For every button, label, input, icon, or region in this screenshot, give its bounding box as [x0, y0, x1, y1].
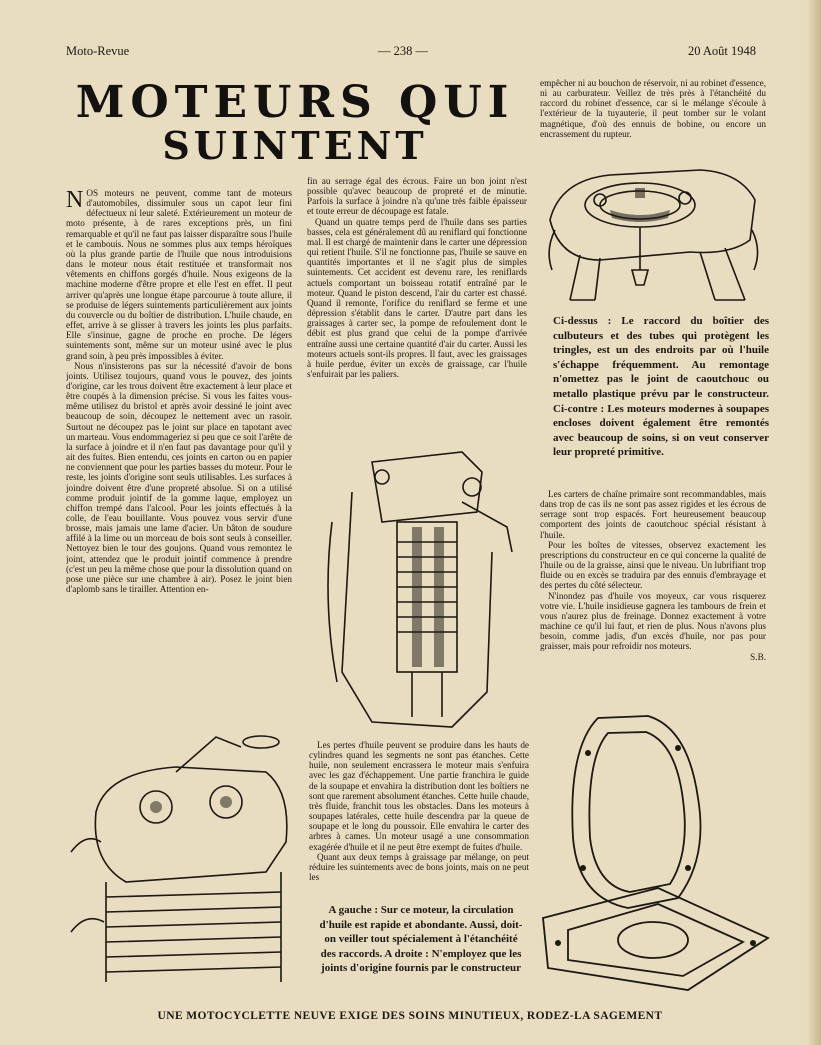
author-signature: S.B. [750, 651, 766, 662]
article-column-2-top [307, 176, 527, 420]
page-header [66, 44, 756, 62]
paragraph: Pour les boîtes de vitesses, observez exactement les prescriptions du constructeur en ce qui concerne la qualité de l'huile ou de la graisse, ainsi que le niveau. Un lubrifiant trop fluide ou en excès se traduira par des ennuis d'embrayage et des pertes du côté sélecteur. [540, 539, 766, 591]
rocker-box-engine-drawing [540, 160, 766, 308]
paragraph: Les carters de chaîne primaire sont recommandables, mais dans trop de cas ils ne sont pas assez rigides et les écrous de serrage sont trop espacés. Fort heureusement beaucoup comportent des joints de caoutchouc spécial résistant à l'huile. [540, 489, 766, 540]
page-edge [807, 0, 821, 1045]
paragraph: empêcher ni au bouchon de réservoir, ni au robinet d'essence, ni au carburateur. Veillez de très près à l'étanchéité du raccord du robinet d'essence, car si le mélange s'écoule à l'extérieur de la tuyauterie, il peut tomber sur le volant magnétique, d'où des ennuis de bobine, ou encore un encrassement du rupteur. [540, 78, 766, 139]
issue-date: 20 Août 1948 [687, 44, 756, 58]
paragraph: Quand un quatre temps perd de l'huile dans ses parties basses, cela est généralement dû au reniflard qui fonctionne mal. Il est chargé de maintenir dans le carter une dépression qui retient l'huile. S'il ne fonctionne pas, l'huile se sauve en quantités importantes et il ne s'agit plus de simples suintements. Cet accident est devenu rare, les reniflards actuels comportant un boisseau rotatif entraîné par le moteur. Quand le piston descend, l'air du carter est chassé. Quand il remonte, l'orifice du reniflard se ferme et une dépression s'établit dans le carter. D'autre part dans les graissages à carter sec, la pompe de refoulement dont le débit est plus grand que celui de la pompe d'arrivée entraîne aussi une certaine quantité d'air du carter. Aussi les moteurs actuels sont-ils propres. Il faut, avec les graissages à huile perdue, éviter un excès de graissage, car l'huile s'enfuirait par les paliers. [307, 216, 527, 379]
paragraph: fin au serrage égal des écrous. Faire un bon joint n'est possible qu'avec beaucoup de propreté et de minutie. Parfois la surface à joindre n'a qu'une très faible épaisseur et toute erreur de découpage est fatale. [307, 176, 527, 217]
caption-right: Ci-dessus : Le raccord du boîtier des culbuteurs et des tubes qui protègent les tringles, est un des endroits par où l'huile s'échappe fréquemment. Au remontage n'omettez pas le joint de caoutchouc ou metallo plastique prévu par le constructeur. Ci-contre : Les moteurs modernes à soupapes encloses doivent également être remontés avec beaucoup de soins, si on veut conserver leur propreté primitive. [553, 315, 769, 459]
paragraph: N'inondez pas d'huile vos moyeux, car vous risquerez votre vie. L'huile insidieuse gagnera les tambours de frein et vous n'aurez plus de freinage. Donnez exactement à votre machine ce qu'il lui faut, et rien de plus. Nous n'avons plus besoin, comme jadis, d'un excès d'huile, nor pas pour graisser, mais pour refroidir nos moteurs. [540, 590, 766, 652]
enclosed-valve-engine-drawing [312, 432, 527, 737]
paragraph: Nous n'insisterons pas sur la nécessité d'avoir de bons joints. Utilisez toujours, quand vous le pouvez, des joints d'origine, car les trous doivent être exactement à leur place et être coupés à la dimension précise. Si vous les faites vous-même utilisez du bristol et après avoir dessiné le joint avec beaucoup de soin, découpez le nettement avec un rasoir. Surtout ne découpez pas le joint sur place en tapotant avec un marteau. Vous endommageriez si peu que ce soit l'arête de la surface à joindre et il n'en faut pas davantage pour qu'il y ait des fuites. Bien entendu, ces joints en carton ou en papier ne conviennent que pour les parties basses du moteur. Pour le reste, les joints d'origine sont seuls utilisables. Les surfaces à joindre doivent être d'une propreté absolue. Si on a utilisé comme produit jointif de la gomme laque, employez un chiffon trempé dans l'alcool. Pour les joints effectués à la colle, de l'eau bouillante. Vous pouvez vous servir d'une brosse, mais jamais une lame d'acier. Un bâton de soudure affilé à la lime ou un morceau de bois sont seuls à conseiller. Nettoyez bien le tour des goujons. Quand vous remontez le joint, attendez que le produit jointif commence à prendre (c'est un peu la même chose que pour la dissolution quand on pose une pièce sur une chambre à air). Posez le joint bien d'aplomb sans le tirailler. Attention en- [66, 360, 292, 595]
caption-bottom: A gauche : Sur ce moteur, la circulation d'huile est rapide et abondante. Aussi, doit-on veiller tout spécialement à l'étanchéité des raccords. A droite : N'employez que les joints d'origine fournis par le constructeur [319, 904, 523, 975]
page-number: — 238 — [378, 44, 428, 58]
drop-cap: N [66, 188, 84, 213]
magazine-name: Moto-Revue [66, 44, 130, 58]
article-column-2-bottom [309, 740, 529, 890]
oil-circulation-engine-drawing [66, 732, 306, 990]
paragraph: NOS moteurs ne peuvent, comme tant de moteurs d'automobiles, dissimuler sous un capot leur fini défectueux ni leur saleté. Extérieurement un moteur de moto présente, à de rares exceptions près, un fini remarquable et qu'il ne faut pas laisser disparaître sous l'huile et le cambouis. Nous ne sommes plus aux temps héroïques où la plus grande partie de l'huile que nous introduisions dans le moteur nous était restituée et transformait nos vêtements en chiffons gorgés d'huile. Nous exigeons de la machine moderne d'être propre et elle l'est en effet. Il peut arriver qu'après une longue étape parcourue à toute allure, il se produise de légers suintements particulièrement aux joints du couvercle ou du boîtier de distribution. L'huile chaude, en effet, arrive à se glisser à travers les joints les plus parfaits. Elle s'insinue, gagne de proche en proche. De légers suintements sont, même sur un moteur usiné avec le plus grand soin, à peu près impossibles à éviter. [66, 188, 292, 361]
article-title-line2: SUINTENT [162, 123, 428, 168]
article-column-3-top [540, 78, 766, 162]
paragraph: Quant aux deux temps à graissage par mélange, on peut réduire les suintements avec de bons joints, mais on ne peut les [309, 851, 529, 883]
article-column-1 [66, 188, 292, 770]
paragraph: Les pertes d'huile peuvent se produire dans les hauts de cylindres quand les segments ne sont pas étanches. Cette huile, non seulement encrassera le moteur mais s'enfuira avec les gaz d'échappement. Une partie franchira le guide de la soupape et envahira la distribution dont les boîtiers ne sont que rarement absolument étanches. Cette huile chaude, très fluide, franchit tous les obstacles. Dans les moteurs à soupapes latérales, cette huile descendra par la queue de soupape et le long du poussoir. Elle envahira le carter des arbres à cames. Un moteur usagé a une consommation exagérée d'huile et il ne peut être exempt de fuites d'huile. [309, 740, 529, 852]
gaskets-drawing [538, 708, 770, 996]
page-footer-slogan: UNE MOTOCYCLETTE NEUVE EXIGE DES SOINS MINUTIEUX, RODEZ-LA SAGEMENT [157, 1010, 663, 1022]
article-column-3-bottom [540, 489, 766, 703]
article-title-line1: MOTEURS QUI [75, 77, 515, 128]
